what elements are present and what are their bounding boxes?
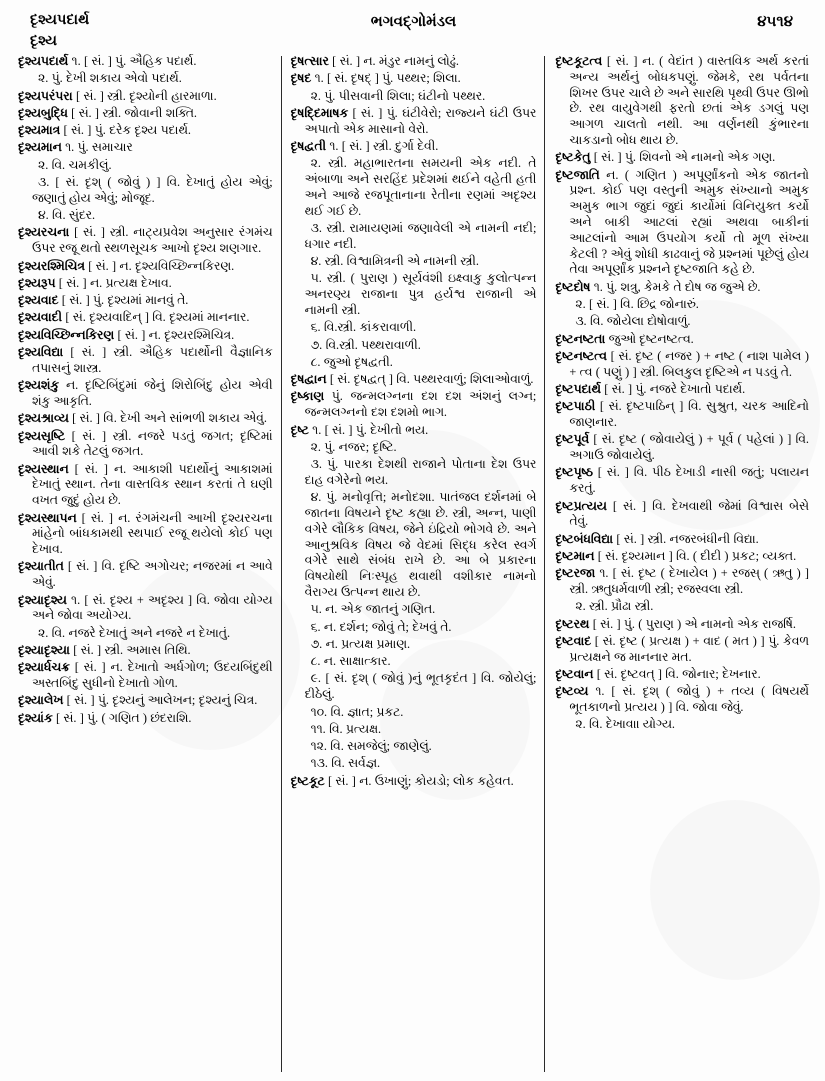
dictionary-entry: દૃશ્યરચના [ સં. ] સ્ત્રી. નાટ્યપ્રવેશ અનુસાર રંગમંચ ઉપર રજૂ થતો સ્થળસૂચક આખો દૃશ્ય શણગાર. bbox=[18, 225, 273, 256]
dictionary-entry: દૃષ્ટવ્ય ૧. [ સં. દૃશ્ ( જોવું ) + તવ્ય ( વિષયર્થે ભૂતકાળનો પ્રત્યય ) ] વિ. જોવા જેવું. bbox=[555, 684, 809, 715]
headword: દૃશ્યવાદી bbox=[18, 310, 62, 325]
dictionary-entry: દૃષ્ટવાન [ સં. દૃષ્ટવત્ ] વિ. જોનાર; દેખનાર. bbox=[555, 666, 761, 681]
dictionary-entry: દૃષ્ટપ્રત્યય [ સં. ] વિ. દેખવાથી જેમાં વિશ્વાસ બેસે તેવું. bbox=[555, 498, 809, 529]
headword: દૃષ્ટરથ bbox=[555, 616, 590, 631]
headword: દૃષ્ટપૂર્વ bbox=[555, 432, 590, 447]
dictionary-entry: દૃશ્યમાન ૧. પું. સમાચાર bbox=[18, 140, 133, 155]
headword: દૃષ્ટદોષ bbox=[555, 279, 591, 294]
headword: દૃશ્યમાત્ર bbox=[18, 123, 61, 138]
dictionary-entry: દૃષ્ટમાન [ સં. દૃશ્યમાન ] વિ. ( દીદી ) પ્રકટ; વ્યક્ત. bbox=[555, 548, 797, 563]
column-1 bbox=[18, 54, 281, 1074]
dictionary-entry: દૃષ્ટનષ્ટત્વ [ સં. દૃષ્ટ ( નજર ) + નષ્ટ ( નાશ પામેલ ) + ત્વ ( પણું ) ] સ્ત્રી. બિલકુલ દૃષ્ટિએ ન પડવું તે. bbox=[555, 348, 809, 379]
dictionary-sense: ૩. વિ. જોયેલા દોષોવાળું. bbox=[575, 314, 691, 329]
dictionary-sense: ૧૧. વિ. પ્રત્યક્ષ. bbox=[310, 721, 382, 736]
dictionary-entry: દૃષ્ટપદાર્થ [ સં. ] પું. નજરે દેખાતો પદાર્થ. bbox=[555, 381, 746, 396]
dictionary-entry: દૃષ્ટકૂટ [ સં. ] ન. ઉખાણું; કોયડો; લોક કહેવત. bbox=[290, 773, 514, 788]
dictionary-entry: દૃષ્ટરજા ૧. [ સં. દૃષ્ટ ( દેખાયેલ ) + રજસ્ ( ઋતુ ) ] સ્ત્રી. ઋતુધર્મવાળી સ્ત્રી; રજસ્વલા સ્ત્રી. bbox=[555, 566, 809, 596]
headword: દૃશ્યાદૃશ્ય bbox=[18, 592, 67, 607]
running-head-first-word: દૃશ્યપદાર્થ bbox=[30, 12, 90, 28]
dictionary-entry: દૃષ્ટબંધવિદ્યા [ સં. ] સ્ત્રી. નજરબંધીની વિદ્યા. bbox=[555, 531, 759, 546]
dictionary-sense: ૨. વિ. નજરે દેખાતું અને નજરે ન દેખાતું. bbox=[38, 625, 231, 640]
dictionary-sense: ૨. [ સં. ] વિ. છિદ્ર જોનારું. bbox=[575, 296, 699, 311]
headword: દૃષ્ટનષ્ટત્વ bbox=[555, 348, 607, 363]
headword: દૃષ્ટરજા bbox=[555, 566, 596, 581]
headword: દૃશ્યપરંપરા bbox=[18, 88, 73, 103]
dictionary-entry: દૃશ્યબુદ્ધિ [ સં. ] સ્ત્રી. જોવાની શક્તિ. bbox=[18, 105, 197, 120]
headword: દૃશ્યાદૃશ્યા bbox=[18, 642, 70, 657]
dictionary-entry: દૃષ્કાણ પું. જન્મલગ્નના દશ દશ અંશનું લગ્ન; જન્મલગ્નનો દશ દશમો ભાગ. bbox=[290, 389, 537, 420]
headword: દૃશ્યરચના bbox=[18, 225, 70, 240]
dictionary-entry: દૃષદ્વતી ૧. [ સં. ] સ્ત્રી. દુર્ગા દેવી. bbox=[290, 138, 439, 153]
dictionary-entry: દૃષ્ટપૂર્વ [ સં. દૃષ્ટ ( જોવાયેલું ) + પૂર્વ ( પહેલાં ) ] વિ. અગાઉ જોવાયેલું. bbox=[555, 432, 809, 463]
headword: દૃશ્યવિચ્છિન્નકિરણ bbox=[18, 327, 115, 342]
headword: દૃષ્કાણ bbox=[290, 389, 325, 404]
dictionary-entry: દૃષદ્વાન [ સં. દૃષદ્વત્ ] વિ. પથ્થરવાળું; શિલાઓવાળું. bbox=[290, 372, 534, 387]
dictionary-sense: ૧૦. વિ. જ્ઞાત; પ્રકટ. bbox=[310, 704, 404, 719]
column-3 bbox=[545, 54, 809, 1074]
column-2 bbox=[282, 54, 545, 1074]
headword: દૃષ્ટમાન bbox=[555, 548, 595, 563]
headword: દૃશ્યબુદ્ધિ bbox=[18, 105, 68, 120]
dictionary-entry: દૃષ્ટપૃષ્ઠ [ સં. ] વિ. પીઠ દેખાડી નાસી જતું; પલાયન કરતું. bbox=[555, 465, 809, 496]
dictionary-entry: દૃષદ્દિમાષક [ સં. ] પું. ઘંટીવેરો; રાજ્યને ઘંટી ઉપર અપાતો એક માસાનો વેરો. bbox=[290, 105, 537, 136]
headword: દૃષ્ટપદાર્થ bbox=[555, 381, 601, 396]
dictionary-sense: ૨. સ્ત્રી. પ્રૌઢા સ્ત્રી. bbox=[575, 599, 654, 614]
dictionary-entry: દૃશ્યસ્થાપન [ સં. ] ન. રંગમંચની આખી દૃશ્યરચના માંહેનો બાંધકામથી સ્થપાઈ રજૂ થયેલો કોઈ પણ દેખાવ. bbox=[18, 510, 273, 557]
headword: દૃષ્ટવાન bbox=[555, 666, 594, 681]
dictionary-sense: ૮. જુઓ દૃષદ્વતી. bbox=[310, 354, 393, 369]
dictionary-entry: દૃશ્યમાત્ર [ સં. ] પું. દરેક દૃશ્ય પદાર્થ. bbox=[18, 123, 191, 138]
headword: દૃશ્યવિદ્યા bbox=[18, 345, 64, 360]
headword: દૃષ્ટકેતુ bbox=[555, 150, 591, 165]
dictionary-entry: દૃષ્ટરથ [ સં. ] પું. ( પુરાણ ) એ નામનો એક રાજર્ષિ. bbox=[555, 616, 796, 631]
dictionary-entry: દૃશ્યાતીત [ સં. ] વિ. દૃષ્ટિ અગોચર; નજરમાં ન આવે એવું. bbox=[18, 559, 273, 590]
dictionary-sense: ૨. પું. દેખી શકાય એવો પદાર્થ. bbox=[38, 71, 182, 86]
headword: દૃશ્યશ્રાવ્ય bbox=[18, 411, 69, 426]
dictionary-sense: ૫. ન. એક જાતનું ગણિત. bbox=[310, 602, 436, 617]
dictionary-entry: દૃષ્ટકૂટત્વ [ સં. ] ન. ( વેદાંત ) વાસ્તવિક અર્થ કરતાં અન્ય અર્થનું બોધકપણું. જેમકે, રથ પર્વતના શિખર ઉપર ચાલે છે અને સારથિ પૃથ્વી ઉપર ઊભો છે. રથ વાયુવેગથી ફરતો છતાં એક ડગલું પણ આગળ ચાલતો નથી. આ વર્ણનથી કુંભારના ચાકડાનો બોધ થાય છે. bbox=[555, 54, 809, 147]
headword: દૃશ્યાલેખ bbox=[18, 693, 64, 708]
dictionary-sense: ૭. ન. પ્રત્યક્ષ પ્રમાણ. bbox=[310, 636, 411, 651]
dictionary-entry: દૃશ્યાદૃશ્યા [ સં. ] સ્ત્રી. અમાસ તિથિ. bbox=[18, 642, 191, 657]
headword: દૃષ્ટપ્રત્યય bbox=[555, 498, 607, 513]
headword: દૃશ્યસૃષ્ટિ bbox=[18, 428, 66, 443]
dictionary-sense: ૯. [ સં. દૃશ્ ( જોવું )નું ભૂતકૃદંત ] વિ. જોયેલું; દીઠેલું. bbox=[304, 671, 537, 702]
dictionary-sense: ૩. સ્ત્રી. રામાયણમાં જણાવેલી એ નામની નદી; ધગાર નદી. bbox=[304, 220, 537, 251]
dictionary-entry: દૃશ્યરૂપ [ સં. ] ન. પ્રત્યક્ષ દેખાવ. bbox=[18, 275, 172, 290]
dictionary-sense: ૩. પું. પારકા દેશથી રાજાને પોતાના દેશ ઉપર દાહ વગેરેનો ભય. bbox=[304, 457, 537, 487]
headword: દૃષ્ટપાઠી bbox=[555, 399, 596, 414]
headword: દૃશ્યાતીત bbox=[18, 559, 64, 574]
running-head-second-word: દૃશ્ય bbox=[30, 33, 58, 50]
dictionary-sense: ૬. વિ.સ્ત્રી. કાંકરાવાળી. bbox=[310, 320, 417, 335]
headword: દૃશ્યશંકુ bbox=[18, 378, 60, 393]
dictionary-sense: ૩. [ સં. દૃશ્ ( જોવું ) ] વિ. દેખાતું હોય એવું; જણાતું હોય એવું; મોજૂદ. bbox=[32, 175, 273, 205]
headword: દૃશ્યરશ્મિચિત્ર bbox=[18, 258, 85, 273]
dictionary-entry: દૃષ્ટપાઠી [ સં. દૃષ્ટપાઠિન્ ] વિ. સુશ્રુત, ચરક આદિનો જાણનાર. bbox=[555, 399, 809, 430]
headword: દૃશ્યપદાર્થ bbox=[18, 54, 69, 68]
headword: દૃષ્ટજાતિ bbox=[555, 167, 600, 182]
dictionary-entry: દૃશ્યવાદી [ સં. દૃશ્યવાદિન્ ] વિ. દૃશ્યમાં માનનાર. bbox=[18, 310, 250, 325]
headword: દૃષ્ટકૂટત્વ bbox=[555, 54, 603, 68]
dictionary-entry: દૃશ્યાર્ધચક્ર [ સં. ] ન. દેખાતો અર્ધગોળ; ઉદયબિંદુથી અસ્તબિંદુ સુધીનો દેખાતો ગોળ. bbox=[18, 660, 273, 690]
book-title: ભગવદ્ગોમંડલ bbox=[370, 14, 457, 30]
dictionary-sense: ૨. વિ. ચમકીલું. bbox=[38, 157, 112, 172]
headword: દૃશ્યસ્થાન bbox=[18, 461, 69, 476]
dictionary-entry: દૃષ્ટજાતિ ન. ( ગણિત ) અપૂર્ણાંકનો એક જાતનો પ્રશ્ન. કોઈ પણ વસ્તુની અમુક સંખ્યાનો અમુક અમુક ભાગ જુદાં જુદાં કાર્યોમાં વિનિયુક્ત કર્યો અને બાકી આટલાં રહ્યાં અથવા બાકીનાં આટલાંનો આમ ઉપયોગ કર્યો તો મૂળ સંખ્યા કેટલી ? એવું શોધી કાઢવાનું જે પ્રશ્નમાં પૂછેલું હોય તેવા અપૂર્ણાંક પ્રશ્નને દૃષ્ટજાતિ કહે છે. bbox=[555, 167, 809, 277]
page-header bbox=[18, 10, 809, 54]
dictionary-entry: દૃશ્યશ્રાવ્ય [ સં. ] વિ. દેખી અને સાંભળી શકાય એવું. bbox=[18, 411, 267, 426]
dictionary-sense: ૫. સ્ત્રી. ( પુરાણ ) સૂર્યવંશી ઇક્ષ્વાકુ કુલોત્પન્ન અનરણ્ય રાજાના પુત્ર હર્યશ્વ રાજાની એ નામની સ્ત્રી. bbox=[304, 271, 537, 317]
headword: દૃશ્યમાન bbox=[18, 140, 62, 155]
dictionary-entry: દૃશ્યસ્થાન [ સં. ] ન. આકાશી પદાર્થોનું આકાશમાં દેખાતું સ્થાન. તેના વાસ્તવિક સ્થાન કરતાં તે ઘણી વખત જુદું હોય છે. bbox=[18, 461, 273, 508]
dictionary-sense: ૪. પું. મનોવૃત્તિ; મનોદશા. પાતંજલ દર્શનમાં બે જાતના વિષયને દૃષ્ટ કહ્યા છે. સ્ત્રી, અન્ન, પાણી વગેરે લૌકિક વિષય, જેને ઇંદ્રિયો ભોગવે છે. અને આનુશ્રવિક વિષય જે વેદમાં સિદ્ધ કરેલ સ્વર્ગ વગેરે સાથે સંબંધ રાખે છે. આ બે પ્રકારના વિષયોથી નિઃસ્પૃહ થવાથી વશીકાર નામનો વૈરાગ્ય ઉત્પન્ન થાય છે. bbox=[304, 490, 537, 599]
dictionary-entry: દૃશ્યરશ્મિચિત્ર [ સં. ] ન. દૃશ્યવિચ્છિન્નકિરણ. bbox=[18, 258, 235, 273]
dictionary-entry: દૃશ્યપદાર્થ ૧. [ સં. ] પું. ઐહિક પદાર્થ. bbox=[18, 54, 197, 68]
dictionary-entry: દૃષદ ૧. [ સં. દૃષદ્ ] પું. પથ્થર; શિલા. bbox=[290, 71, 461, 86]
page-number: ૪૫૧૪ bbox=[757, 14, 793, 30]
headword: દૃષદ્વતી bbox=[290, 138, 327, 153]
headword: દૃષ્ટવાદ bbox=[555, 633, 592, 648]
dictionary-entry: દૃશ્યવાદ [ સં. ] પું. દૃશ્યમાં માનવું તે. bbox=[18, 293, 189, 308]
dictionary-sense: ૨. સ્ત્રી. મહાભારતના સમયની એક નદી. તે અંબાળા અને સરહિંદ પ્રદેશમાં થઈને વહેતી હતી અને આજે રજપૂતાનાના રેતીના રણમાં અદૃશ્ય થઈ ગઈ છે. bbox=[304, 156, 537, 218]
headword: દૃષ્ટકૂટ bbox=[290, 773, 325, 788]
column-container bbox=[18, 54, 809, 1074]
headword: દૃષ્ટવ્ય bbox=[555, 684, 589, 699]
dictionary-entry: દૃશ્યવિદ્યા [ સં. ] સ્ત્રી. ઐહિક પદાર્થોની વૈજ્ઞાનિક તપાસનું શાસ્ત્ર. bbox=[18, 345, 273, 375]
headword: દૃષ્ટ bbox=[290, 422, 309, 437]
dictionary-sense: ૨. વિ. દેખાવાા યોગ્ય. bbox=[575, 717, 675, 732]
headword: દૃશ્યવાદ bbox=[18, 293, 59, 308]
dictionary-entry: દૃષ્ટ ૧. [ સં. ] પું. દેખીતો ભય. bbox=[290, 422, 429, 437]
headword: દૃશ્યાંક bbox=[18, 710, 53, 725]
dictionary-entry: દૃશ્યાંક [ સં. ] પું. ( ગણિત ) છંદરાશિ. bbox=[18, 710, 192, 725]
dictionary-sense: ૪. વિ. સુંદર. bbox=[38, 208, 96, 223]
headword: દૃશ્યાર્ધચક્ર bbox=[18, 660, 70, 675]
dictionary-entry: દૃશ્યાલેખ [ સં. ] પું. દૃશ્યનું આલેખન; દૃશ્યનું ચિત્ર. bbox=[18, 693, 258, 708]
dictionary-sense: ૧૨. વિ. સમજેલું; જાણેલું. bbox=[310, 739, 432, 754]
dictionary-entry: દૃષત્સાર [ સં. ] ન. મંડુર નામનું લોઢું. bbox=[290, 54, 459, 68]
dictionary-sense: ૧૩. વિ. સર્વજ્ઞ. bbox=[310, 756, 381, 771]
dictionary-entry: દૃશ્યવિચ્છિન્નકિરણ [ સં. ] ન. દૃશ્યરશ્મિચિત્ર. bbox=[18, 327, 235, 342]
dictionary-sense: ૭. વિ.સ્ત્રી. પથ્થરાવાળી. bbox=[310, 337, 421, 352]
dictionary-sense: ૨. પું. નજર; દૃષ્ટિ. bbox=[310, 439, 397, 454]
dictionary-sense: ૨. પું. પીસવાની શિલા; ઘંટીનો પથ્થર. bbox=[310, 88, 486, 103]
headword: દૃષદ bbox=[290, 71, 312, 86]
dictionary-sense: ૮. ન. સાક્ષાત્કાર. bbox=[310, 654, 391, 669]
headword: દૃષત્સાર bbox=[290, 54, 329, 68]
dictionary-entry: દૃશ્યસૃષ્ટિ [ સં. ] સ્ત્રી. નજરે પડતું જગત; દૃષ્ટિમાં આવી શકે તેટલું જગત. bbox=[18, 428, 273, 459]
dictionary-sense: ૪. સ્ત્રી. વિશ્વામિત્રની એ નામની સ્ત્રી. bbox=[310, 254, 479, 269]
dictionary-entry: દૃશ્યશંકુ ન. દૃષ્ટિબિંદુમાં જેનું શિરોબિંદુ હોય એવી શંકુ આકૃતિ. bbox=[18, 378, 273, 408]
headword: દૃશ્યસ્થાપન bbox=[18, 510, 77, 525]
headword: દૃશ્યરૂપ bbox=[18, 275, 56, 290]
headword: દૃષ્ટબંધવિદ્યા bbox=[555, 531, 613, 546]
headword: દૃષ્ટપૃષ્ઠ bbox=[555, 465, 593, 480]
dictionary-entry: દૃષ્ટવાદ [ સં. દૃષ્ટ ( પ્રત્યક્ષ ) + વાદ ( મત ) ] પું. કેવળ પ્રત્યક્ષને જ માનનાર મત. bbox=[555, 633, 809, 664]
dictionary-entry: દૃશ્યપરંપરા [ સં. ] સ્ત્રી. દૃશ્યોની હારમાળા. bbox=[18, 88, 217, 103]
dictionary-entry: દૃષ્ટનષ્ટતા જુઓ દૃષ્ટનષ્ટત્વ. bbox=[555, 331, 694, 346]
headword: દૃષદ્વાન bbox=[290, 372, 327, 387]
headword: દૃષ્ટનષ્ટતા bbox=[555, 331, 606, 346]
headword: દૃષદ્દિમાષક bbox=[290, 105, 349, 120]
dictionary-entry: દૃશ્યાદૃશ્ય ૧. [ સં. દૃશ્ય + અદૃશ્ય ] વિ. જોવા યોગ્ય અને જોવા અયોગ્ય. bbox=[18, 592, 273, 623]
dictionary-sense: ૬. ન. દર્શન; જોવું તે; દેખવું તે. bbox=[310, 619, 452, 634]
dictionary-entry: દૃષ્ટદોષ ૧. પું. શત્રુ, કેમકે તે દોષ જ જુએ છે. bbox=[555, 279, 761, 294]
dictionary-entry: દૃષ્ટકેતુ [ સં. ] પું. શિવનો એ નામનો એક ગણ. bbox=[555, 150, 776, 165]
